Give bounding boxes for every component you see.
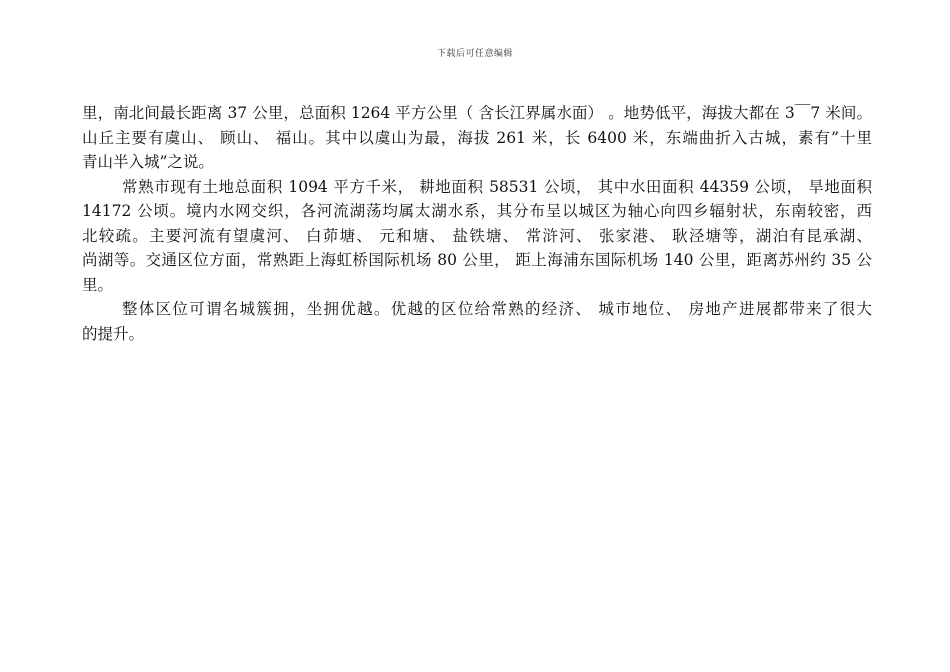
- paragraph-land-water: [82, 175, 872, 298]
- text-line: 整体区位可谓名城簇拥，坐拥优越。优越的区位给常熟的经济、 城市地位、 房地产进展都带来了很大: [122, 300, 872, 318]
- document-body: [82, 101, 872, 346]
- text-line: 北较疏。主要河流有望虞河、 白茆塘、 元和塘、 盐铁塘、 常浒河、 张家港、 耿泾塘等，湖泊有昆承湖、: [82, 226, 872, 245]
- text-line: 里。: [82, 275, 114, 294]
- text-line: 里，南北间最长距离 37 公里，总面积 1264 平方公里（ 含长江界属水面） 。地势低平，海拔大都在 3￣7 米间。: [82, 104, 872, 122]
- text-line: 的提升。: [82, 324, 145, 343]
- text-line: 常熟市现有土地总面积 1094 平方千米， 耕地面积 58531 公顷， 其中水田面积 44359 公顷， 旱地面积: [122, 177, 872, 196]
- text-line: 山丘主要有虞山、 顾山、 福山。其中以虞山为最，海拔 261 米，长 6400 米，东端曲折入古城，素有”十里: [82, 128, 872, 147]
- page-header: 下载后可任意编辑: [436, 49, 513, 59]
- text-line: 14172 公顷。境内水网交织，各河流湖荡均属太湖水系，其分布呈以城区为轴心向四乡辐射状，东南较密，西: [82, 202, 872, 220]
- paragraph-location: [82, 101, 872, 175]
- text-line: 尚湖等。交通区位方面，常熟距上海虹桥国际机场 80 公里， 距上海浦东国际机场 140 公里，距离苏州约 35 公: [82, 251, 872, 269]
- paragraph-summary: [82, 297, 872, 346]
- text-line: 青山半入城”之说。: [82, 153, 214, 171]
